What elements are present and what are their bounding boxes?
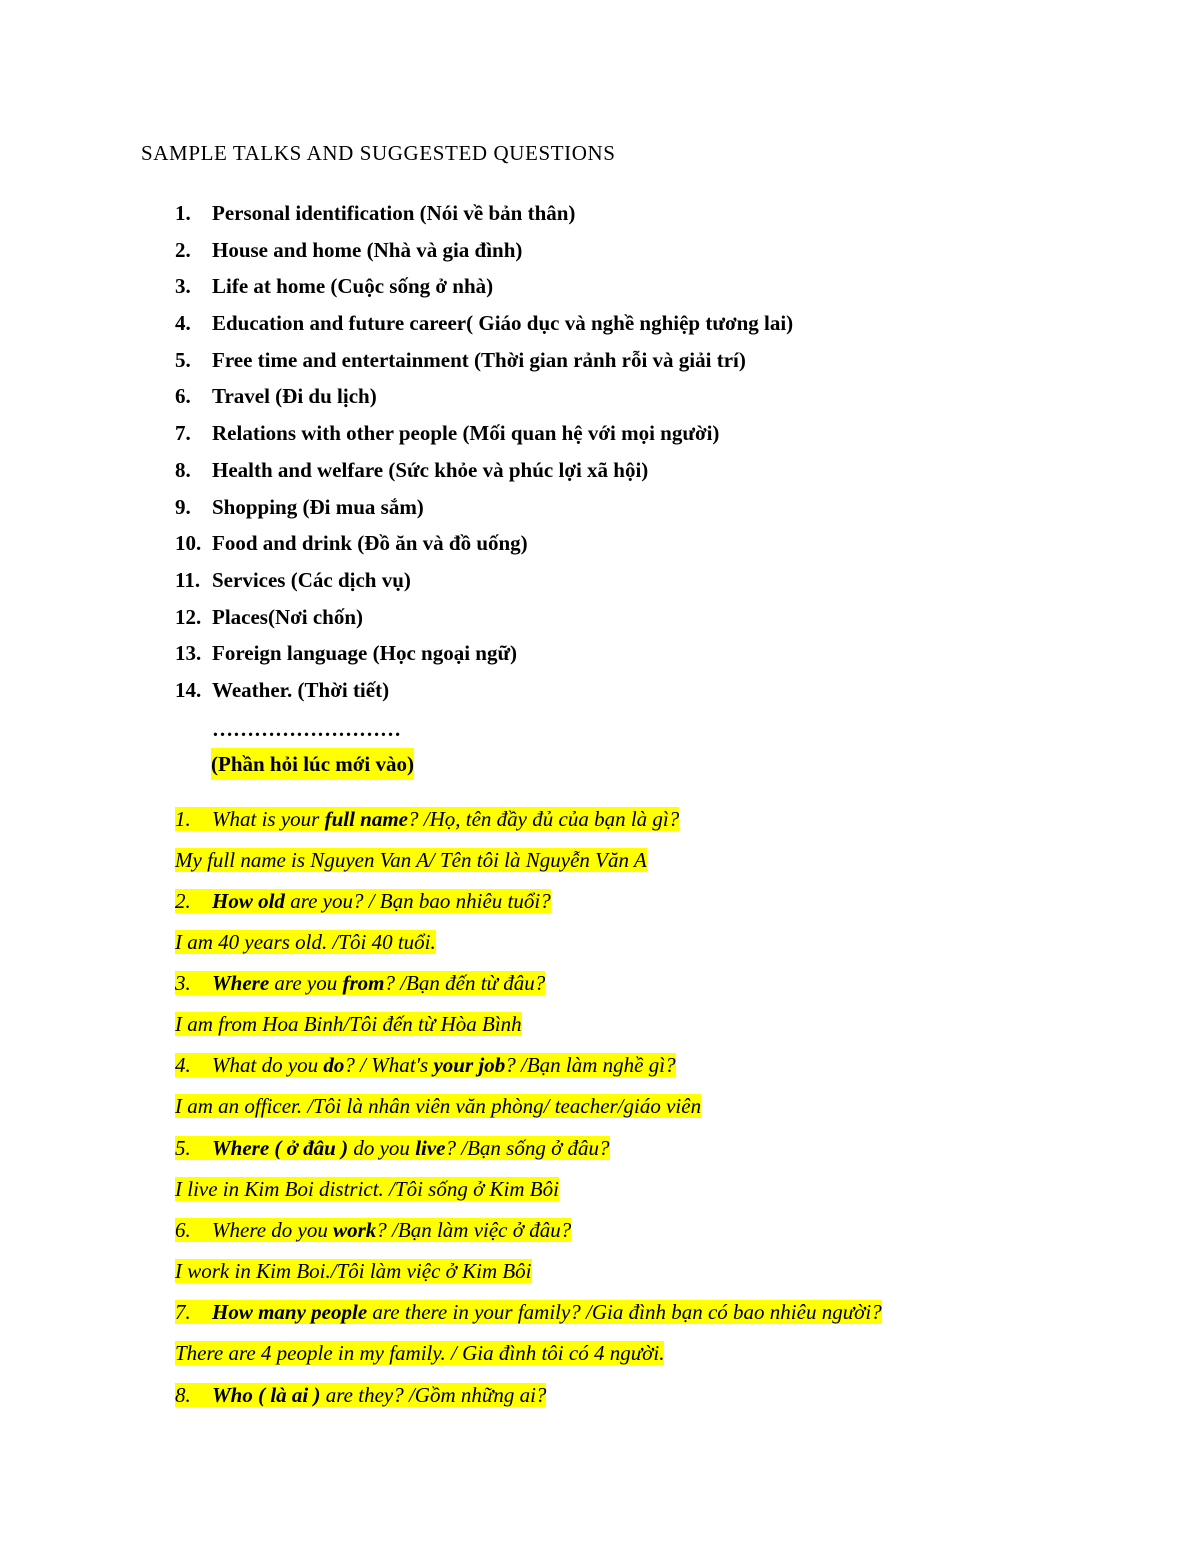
question-number: 7.	[175, 1300, 191, 1324]
topic-item	[175, 489, 424, 525]
question-text: do you	[348, 1136, 416, 1160]
question-line	[175, 1213, 571, 1247]
question-text: are you	[269, 971, 343, 995]
highlighted-text	[175, 1218, 571, 1242]
topic-text: Free time and entertainment (Thời gian rảnh rỗi và giải trí)	[212, 348, 746, 372]
separator-dots: ………………………	[212, 717, 401, 741]
question-text: are you? / Bạn bao nhiêu tuổi?	[284, 889, 551, 913]
question-keyword: your job	[433, 1053, 506, 1077]
question-number: 5.	[175, 1136, 191, 1160]
topic-number: 12.	[175, 605, 202, 629]
answer-line	[175, 843, 647, 877]
topic-item	[175, 599, 363, 635]
question-keyword: Where ( ở đâu )	[212, 1136, 349, 1160]
question-keyword: How old	[212, 889, 285, 913]
topic-text: Services (Các dịch vụ)	[212, 568, 411, 592]
topic-item	[175, 635, 517, 671]
answer-line	[175, 1007, 522, 1041]
question-number: 2.	[175, 889, 191, 913]
topic-text: Education and future career( Giáo dục và nghề nghiệp tương lai)	[212, 311, 794, 335]
question-line	[175, 884, 551, 918]
question-line	[175, 1378, 546, 1412]
question-text: ? /Bạn đến từ đâu?	[384, 971, 546, 995]
topic-item	[175, 452, 648, 488]
topic-text: Relations with other people (Mối quan hệ với mọi người)	[212, 421, 720, 445]
question-line	[175, 1295, 882, 1329]
highlighted-text	[175, 1053, 676, 1077]
topic-number: 13.	[175, 641, 202, 665]
topic-text: Travel (Đi du lịch)	[212, 384, 377, 408]
answer-line	[175, 1336, 664, 1370]
question-text: ? /Bạn làm nghề gì?	[505, 1053, 676, 1077]
topic-number: 2.	[175, 238, 191, 262]
question-keyword: Where	[212, 971, 270, 995]
question-text: ? /Họ, tên đầy đủ của bạn là gì?	[408, 807, 680, 831]
topic-text: Places(Nơi chốn)	[212, 605, 364, 629]
topic-item	[175, 268, 493, 304]
question-keyword: from	[342, 971, 385, 995]
question-keyword: Who ( là ai )	[212, 1383, 321, 1407]
answer-line	[175, 1172, 559, 1206]
answer-text: I am an officer. /Tôi là nhân viên văn phòng/ teacher/giáo viên	[175, 1094, 702, 1118]
answer-text: There are 4 people in my family. / Gia đình tôi có 4 người.	[175, 1341, 665, 1365]
topic-text: Food and drink (Đồ ăn và đồ uống)	[212, 531, 528, 555]
question-text: are they? /Gồm những ai?	[320, 1383, 547, 1407]
question-text: ? /Bạn sống ở đâu?	[445, 1136, 610, 1160]
topic-item	[175, 415, 719, 451]
topic-item	[175, 672, 389, 708]
topic-text: Health and welfare (Sức khỏe và phúc lợi xã hội)	[212, 458, 649, 482]
question-text: What do you	[212, 1053, 324, 1077]
topic-number: 11.	[175, 568, 201, 592]
answer-text: I live in Kim Boi district. /Tôi sống ở Kim Bôi	[175, 1177, 559, 1201]
topic-number: 7.	[175, 421, 191, 445]
topic-number: 5.	[175, 348, 191, 372]
question-keyword: live	[415, 1136, 446, 1160]
question-number: 1.	[175, 807, 191, 831]
question-number: 4.	[175, 1053, 191, 1077]
question-keyword: full name	[324, 807, 409, 831]
highlighted-text	[175, 807, 679, 831]
topic-number: 3.	[175, 274, 191, 298]
topic-text: House and home (Nhà và gia đình)	[212, 238, 523, 262]
topic-item	[175, 195, 575, 231]
topic-text: Personal identification (Nói về bản thân)	[212, 201, 576, 225]
highlighted-text	[175, 889, 551, 913]
question-text: ? / What's	[344, 1053, 434, 1077]
question-line	[175, 1131, 610, 1165]
question-keyword: do	[323, 1053, 345, 1077]
answer-line	[175, 925, 436, 959]
answer-line	[175, 1254, 532, 1288]
section-note: (Phần hỏi lúc mới vào)	[211, 748, 414, 780]
question-text: are there in your family? /Gia đình bạn có bao nhiêu người?	[367, 1300, 882, 1324]
question-text: Where do you	[212, 1218, 334, 1242]
topic-item	[175, 342, 746, 378]
topic-number: 1.	[175, 201, 191, 225]
topic-number: 6.	[175, 384, 191, 408]
topic-item	[175, 525, 528, 561]
question-line	[175, 802, 679, 836]
highlighted-text	[175, 1136, 610, 1160]
question-keyword: work	[333, 1218, 377, 1242]
answer-text: I work in Kim Boi./Tôi làm việc ở Kim Bôi	[175, 1259, 532, 1283]
topic-item	[175, 378, 377, 414]
answer-text: I am 40 years old. /Tôi 40 tuổi.	[175, 930, 436, 954]
topic-text: Foreign language (Học ngoại ngữ)	[212, 641, 518, 665]
question-line	[175, 966, 545, 1000]
answer-text: My full name is Nguyen Van A/ Tên tôi là Nguyễn Văn A	[175, 848, 647, 872]
question-text: ? /Bạn làm việc ở đâu?	[376, 1218, 572, 1242]
question-number: 8.	[175, 1383, 191, 1407]
topic-number: 9.	[175, 495, 191, 519]
topic-text: Life at home (Cuộc sống ở nhà)	[212, 274, 494, 298]
answer-text: I am from Hoa Binh/Tôi đến từ Hòa Bình	[175, 1012, 522, 1036]
topic-number: 10.	[175, 531, 202, 555]
document-title: SAMPLE TALKS AND SUGGESTED QUESTIONS	[141, 141, 616, 165]
question-text: What is your	[212, 807, 325, 831]
question-number: 6.	[175, 1218, 191, 1242]
topic-number: 14.	[175, 678, 202, 702]
topic-text: Shopping (Đi mua sắm)	[212, 495, 424, 519]
question-keyword: How many people	[212, 1300, 368, 1324]
question-number: 3.	[175, 971, 191, 995]
topic-item	[175, 305, 793, 341]
highlighted-text	[175, 1300, 882, 1324]
highlighted-text	[175, 971, 545, 995]
highlighted-text	[175, 1383, 546, 1407]
topic-item	[175, 562, 411, 598]
topic-text: Weather. (Thời tiết)	[212, 678, 390, 702]
topic-number: 4.	[175, 311, 191, 335]
topic-item	[175, 232, 522, 268]
question-line	[175, 1048, 676, 1082]
answer-line	[175, 1089, 701, 1123]
topic-number: 8.	[175, 458, 191, 482]
